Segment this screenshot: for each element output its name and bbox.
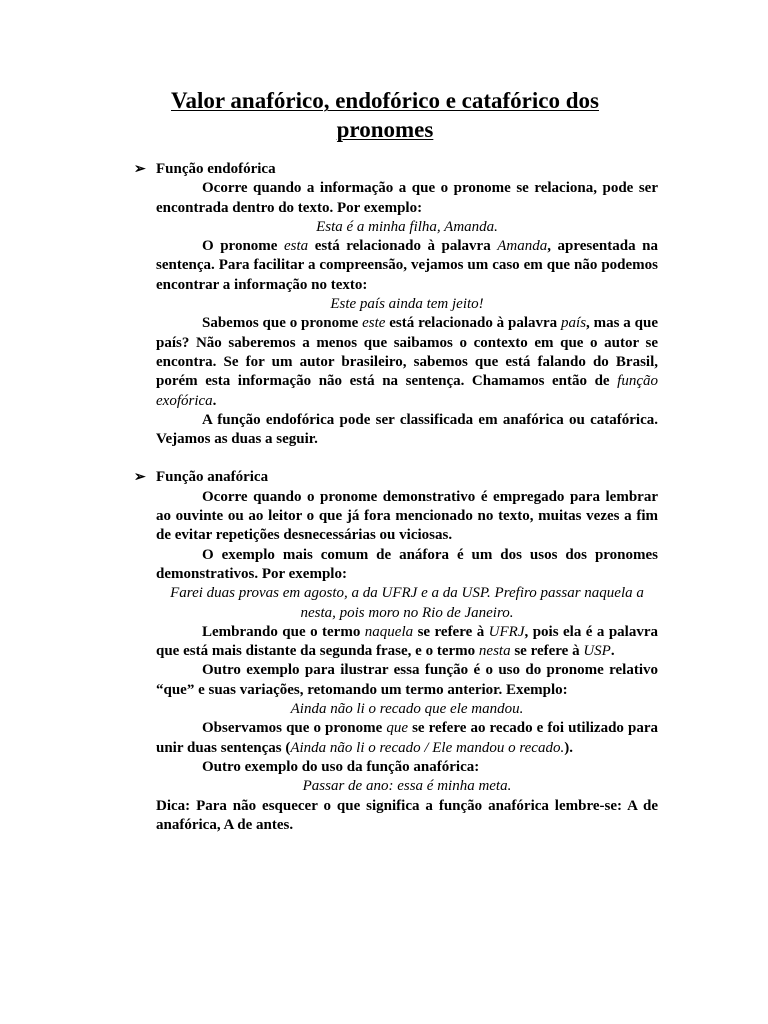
- text-run: .: [212, 392, 217, 409]
- example-sentence: Este país ainda tem jeito!: [330, 296, 484, 313]
- text-run: .: [610, 643, 615, 660]
- arrow-bullet-icon: ➢: [134, 470, 146, 486]
- document-body: [134, 160, 658, 835]
- section-heading-anaforica: [134, 468, 658, 487]
- document-title: Valor anafórico, endofórico e catafórico dos pronomes: [171, 88, 599, 142]
- paragraph: O exemplo mais comum de anáfora é um dos usos dos pronomes demonstrativos. Por exemplo:: [156, 546, 658, 582]
- text-run: Sabemos que o pronome: [202, 315, 363, 332]
- highlighted-term: que: [386, 720, 409, 737]
- text-run: se refere ao recado e foi utilizado para unir duas sentenças (: [156, 720, 658, 756]
- highlighted-term: Ainda não li o recado / Ele mandou o recado.: [290, 739, 565, 756]
- paragraph: [156, 623, 658, 662]
- section-heading-text: Função endofórica: [156, 161, 276, 177]
- text-run: Lembrando que o termo: [202, 623, 365, 640]
- paragraph: Ocorre quando a informação a que o pronome se relaciona, pode ser encontrada dentro do texto. Por exemplo:: [156, 180, 658, 216]
- text-run: se refere à: [413, 623, 489, 640]
- text-run: ).: [564, 739, 573, 756]
- paragraph: [156, 314, 658, 410]
- highlighted-term: UFRJ: [488, 623, 525, 640]
- example-sentence: Passar de ano: essa é minha meta.: [302, 778, 512, 795]
- text-run: está relacionado à palavra: [308, 238, 498, 255]
- highlighted-term: este: [362, 315, 386, 332]
- highlighted-term: função exofórica: [156, 373, 658, 409]
- text-run: Observamos que o pronome: [202, 720, 387, 737]
- paragraph: Outro exemplo do uso da função anafórica:: [202, 758, 480, 775]
- paragraph: [156, 237, 658, 295]
- paragraph: Ocorre quando o pronome demonstrativo é empregado para lembrar ao ouvinte ou ao leitor o que já fora mencionado no texto, muitas vezes a fim de evitar repetições desnecessárias ou viciosas.: [156, 488, 658, 544]
- paragraph: [156, 719, 658, 758]
- section-heading-endoforica: [134, 160, 658, 179]
- example-sentence: Farei duas provas em agosto, a da UFRJ e a da USP. Prefiro passar naquela a nesta, pois moro no Rio de Janeiro.: [170, 585, 644, 621]
- text-run: , mas a que país? Não saberemos a menos que saibamos o contexto em que o autor se encontra. Se for um autor brasileiro, sabemos que está falando do Brasil, porém esta informação não está na sentença. Chamamos então de: [156, 315, 658, 390]
- highlighted-term: esta: [283, 238, 309, 255]
- highlighted-term: nesta: [478, 643, 511, 660]
- example-sentence: Ainda não li o recado que ele mandou.: [290, 701, 524, 718]
- section-heading-text: Função anafórica: [156, 469, 269, 486]
- paragraph: Outro exemplo para ilustrar essa função é o uso do pronome relativo “que” e suas variações, retomando um termo anterior. Exemplo:: [156, 662, 658, 698]
- text-run: O pronome: [202, 238, 284, 255]
- text-run: está relacionado à palavra: [385, 315, 562, 332]
- paragraph: A função endofórica pode ser classificada em anafórica ou catafórica. Vejamos as duas a seguir.: [156, 411, 658, 448]
- arrow-bullet-icon: ➢: [134, 162, 146, 177]
- example-sentence: Esta é a minha filha, Amanda.: [316, 218, 498, 235]
- section-spacer: [156, 449, 658, 468]
- highlighted-term: naquela: [364, 623, 414, 640]
- text-run: , apresentada na sentença. Para facilitar a compreensão, vejamos um caso em que não podemos encontrar a informação no texto:: [156, 238, 658, 293]
- text-run: , pois ela é a palavra que está mais distante da segunda frase, e o termo: [156, 623, 658, 660]
- tip-paragraph: Dica: Para não esquecer o que significa a função anafórica lembre-se: A de anafórica, A de antes.: [156, 797, 658, 833]
- highlighted-term: país: [561, 315, 587, 332]
- text-run: se refere à: [510, 643, 584, 660]
- highlighted-term: Amanda: [497, 238, 548, 255]
- highlighted-term: USP: [583, 643, 611, 660]
